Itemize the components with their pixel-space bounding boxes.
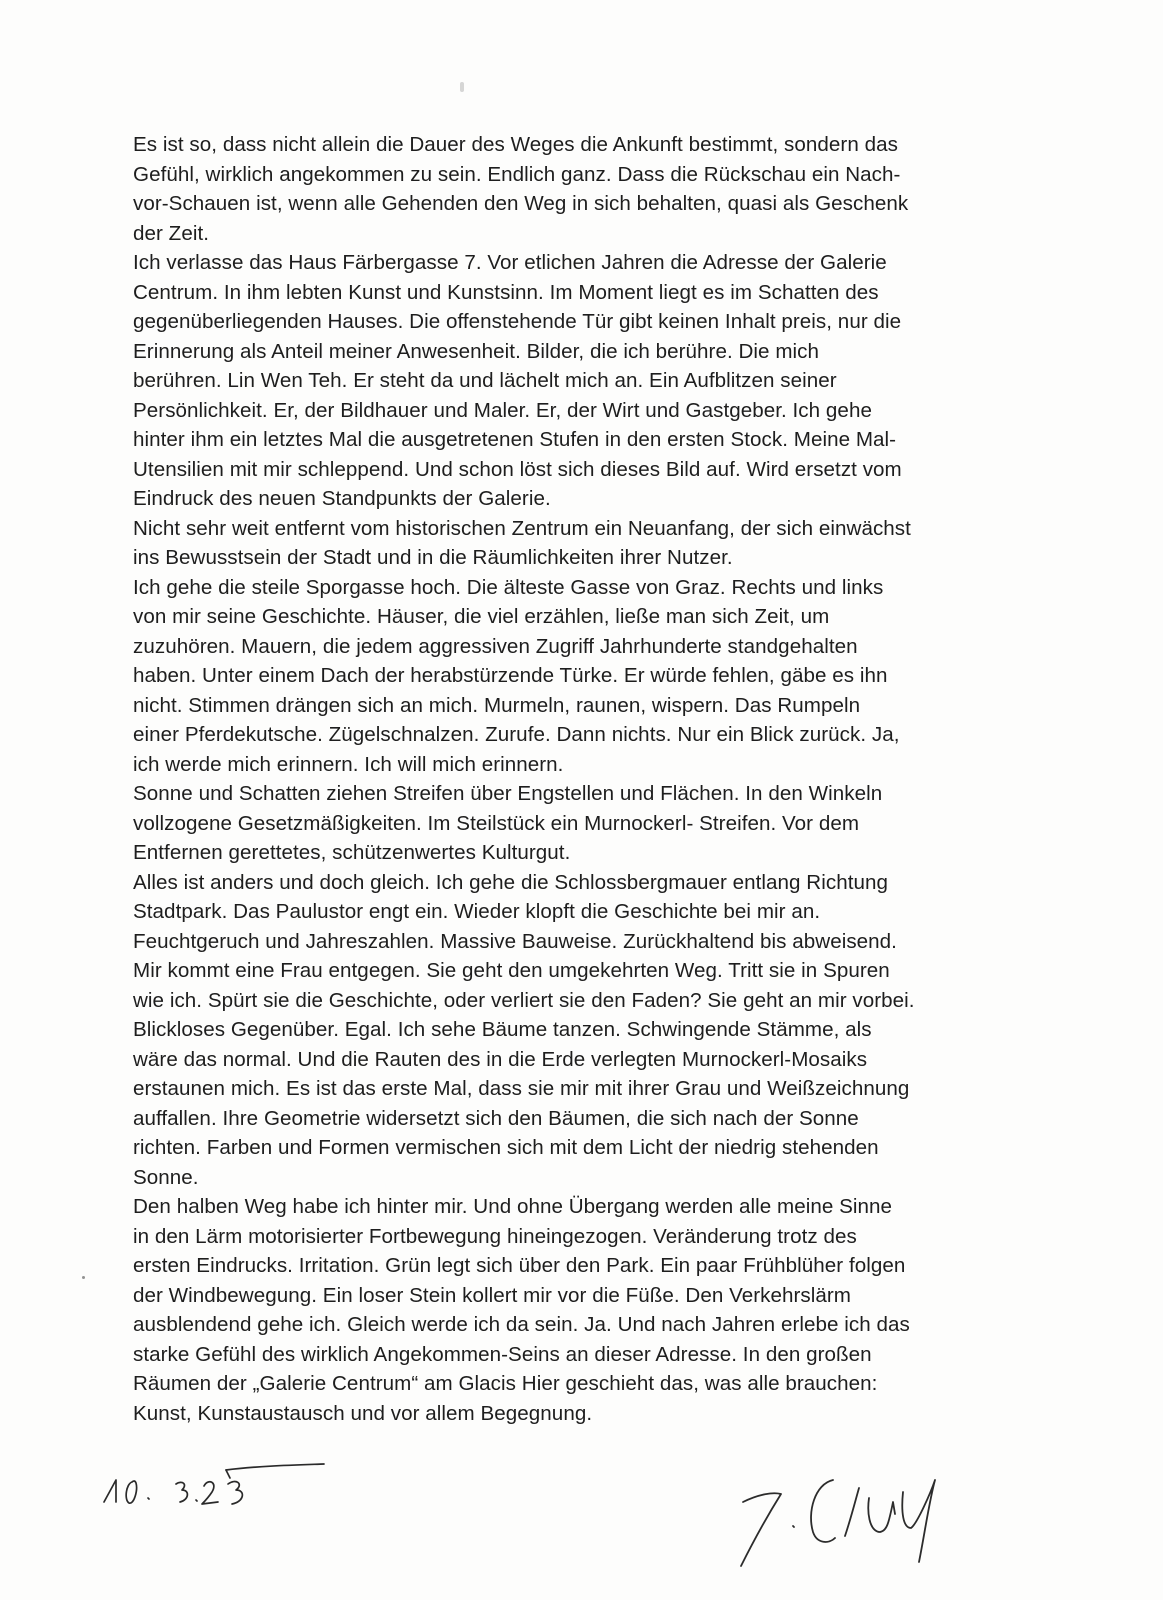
text-line: ins Bewusstsein der Stadt und in die Räumlichkeiten ihrer Nutzer. [133, 546, 733, 569]
text-line: Sonne. [133, 1165, 199, 1189]
text-line: Stadtpark. Das Paulustor engt ein. Wieder klopft die Geschichte bei mir an. [133, 900, 821, 923]
text-line: Ich verlasse das Haus Färbergasse 7. Vor etlichen Jahren die Adresse der Galerie [133, 251, 887, 274]
text-line: vollzogene Gesetzmäßigkeiten. Im Steilstück ein Murnockerl- Streifen. Vor dem [133, 811, 860, 835]
text-line: nicht. Stimmen drängen sich an mich. Murmeln, raunen, wispern. Das Rumpeln [133, 693, 861, 717]
text-line: Entfernen gerettetes, schützenwertes Kulturgut. [133, 841, 571, 864]
text-line: einer Pferdekutsche. Zügelschnalzen. Zurufe. Dann nichts. Nur ein Blick zurück. Ja, [133, 723, 900, 746]
text-line: Gefühl, wirklich angekommen zu sein. Endlich ganz. Dass die Rückschau ein Nach- [133, 162, 901, 186]
text-line: Sonne und Schatten ziehen Streifen über Engstellen und Flächen. In den Winkeln [133, 782, 883, 805]
text-line: Persönlichkeit. Er, der Bildhauer und Maler. Er, der Wirt und Gastgeber. Ich gehe [133, 398, 872, 422]
text-line: wie ich. Spürt sie die Geschichte, oder verliert sie den Faden? Sie geht an mir vorbei. [133, 988, 915, 1012]
text-line: Es ist so, dass nicht allein die Dauer des Weges die Ankunft bestimmt, sondern das [133, 133, 898, 156]
text-line: Erinnerung als Anteil meiner Anwesenheit. Bilder, die ich berühre. Die mich [133, 339, 819, 363]
handwritten-date [96, 1462, 336, 1522]
text-line: der Windbewegung. Ein loser Stein kollert mir vor die Füße. Den Verkehrslärm [133, 1283, 852, 1307]
text-line: wäre das normal. Und die Rauten des in die Erde verlegten Murnockerl-Mosaiks [133, 1047, 868, 1071]
text-line: haben. Unter einem Dach der herabstürzende Türke. Er würde fehlen, gäbe es ihn [133, 664, 888, 687]
text-line: hinter ihm ein letztes Mal die ausgetretenen Stufen in den ersten Stock. Meine Mal- [133, 428, 897, 451]
text-line: Räumen der „Galerie Centrum“ am Glacis Hier geschieht das, was alle brauchen: [133, 1372, 878, 1395]
text-line: Ich gehe die steile Sporgasse hoch. Die älteste Gasse von Graz. Rechts und links [133, 575, 884, 599]
text-line: erstaunen mich. Es ist das erste Mal, dass sie mir mit ihrer Grau und Weißzeichnung [133, 1077, 910, 1100]
scan-artifact [460, 82, 464, 92]
text-line: Blickloses Gegenüber. Egal. Ich sehe Bäume tanzen. Schwingende Stämme, als [133, 1018, 872, 1041]
text-line: Kunst, Kunstaustausch und vor allem Begegnung. [133, 1401, 593, 1425]
text-line: starke Gefühl des wirklich Angekommen-Seins an dieser Adresse. In den großen [133, 1342, 872, 1366]
text-line: der Zeit. [133, 221, 209, 245]
text-line: in den Lärm motorisierter Fortbewegung hineingezogen. Veränderung trotz des [133, 1224, 857, 1248]
text-line: berühren. Lin Wen Teh. Er steht da und lächelt mich an. Ein Aufblitzen seiner [133, 369, 837, 392]
text-line: Alles ist anders und doch gleich. Ich gehe die Schlossbergmauer entlang Richtung [133, 870, 888, 894]
text-line: ich werde mich erinnern. Ich will mich erinnern. [133, 752, 564, 776]
signature [735, 1462, 955, 1572]
text-line: ersten Eindrucks. Irritation. Grün legt sich über den Park. Ein paar Frühblüher folgen [133, 1254, 906, 1277]
text-line: auffallen. Ihre Geometrie widersetzt sich den Bäumen, die sich nach der Sonne [133, 1106, 859, 1130]
text-line: Utensilien mit mir schleppend. Und schon löst sich dieses Bild auf. Wird ersetzt vom [133, 457, 902, 481]
scan-artifact-dot [82, 1276, 85, 1279]
text-line: zuzuhören. Mauern, die jedem aggressiven Zugriff Jahrhunderte standgehalten [133, 634, 858, 658]
text-line: Eindruck des neuen Standpunkts der Galerie. [133, 487, 551, 510]
text-line: Den halben Weg habe ich hinter mir. Und ohne Übergang werden alle meine Sinne [133, 1195, 893, 1218]
text-line: Mir kommt eine Frau entgegen. Sie geht den umgekehrten Weg. Tritt sie in Spuren [133, 959, 890, 982]
text-line: gegenüberliegenden Hauses. Die offenstehende Tür gibt keinen Inhalt preis, nur die [133, 310, 902, 333]
text-line: vor-Schauen ist, wenn alle Gehenden den Weg in sich behalten, quasi als Geschenk [133, 192, 909, 215]
document-body [133, 130, 1013, 1428]
text-line: Centrum. In ihm lebten Kunst und Kunstsinn. Im Moment liegt es im Schatten des [133, 280, 879, 304]
text-line: Feuchtgeruch und Jahreszahlen. Massive Bauweise. Zurückhaltend bis abweisend. [133, 929, 897, 953]
text-line: richten. Farben und Formen vermischen sich mit dem Licht der niedrig stehenden [133, 1136, 879, 1159]
text-line: von mir seine Geschichte. Häuser, die viel erzählen, ließe man sich Zeit, um [133, 605, 830, 628]
text-line: ausblendend gehe ich. Gleich werde ich da sein. Ja. Und nach Jahren erlebe ich das [133, 1313, 910, 1336]
text-line: Nicht sehr weit entfernt vom historischen Zentrum ein Neuanfang, der sich einwächst [133, 516, 911, 540]
